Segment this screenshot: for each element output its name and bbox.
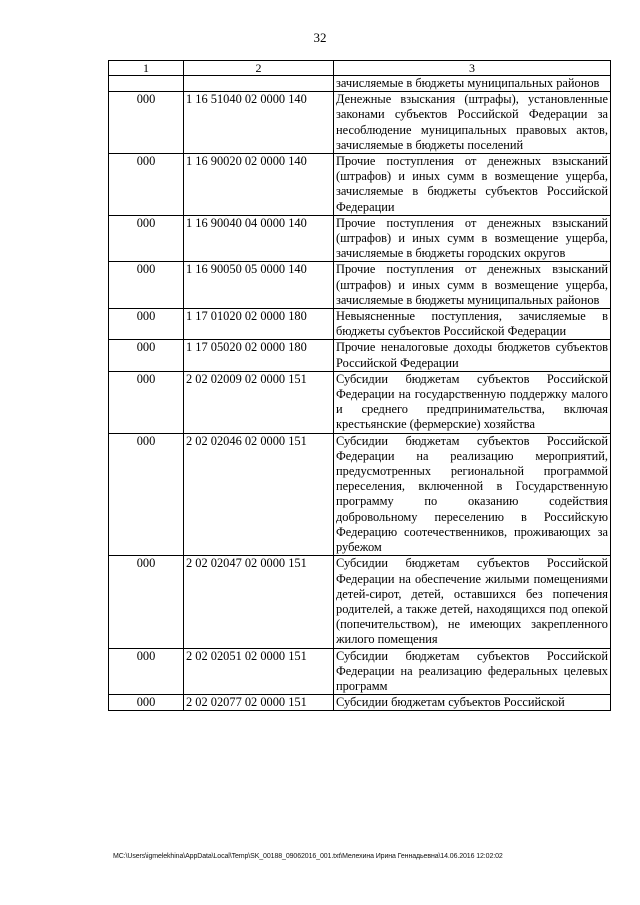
revenue-code-cell: 1 16 90020 02 0000 140 (184, 154, 334, 216)
revenue-description-cell: Субсидии бюджетам субъектов Российской Федерации на реализацию мероприятий, предусмотренных региональной программой переселения, включенной в Государственную программу по оказанию содействия добровольному переселению в Российскую Федерацию соотечественников, проживающих за рубежом (334, 433, 611, 556)
admin-code-cell: 000 (109, 309, 184, 340)
revenue-description-cell: зачисляемые в бюджеты муниципальных районов (334, 76, 611, 92)
revenue-code-cell: 1 16 90050 05 0000 140 (184, 262, 334, 309)
admin-code-cell: 000 (109, 556, 184, 648)
admin-code-cell: 000 (109, 371, 184, 433)
page-number: 32 (313, 30, 327, 45)
revenue-code-cell (184, 76, 334, 92)
table-header-row (109, 61, 611, 76)
table-row (109, 92, 611, 154)
revenue-code-cell: 1 17 01020 02 0000 180 (184, 309, 334, 340)
column-header-2: 2 (184, 61, 334, 76)
revenue-description-cell: Прочие поступления от денежных взысканий (штрафов) и иных сумм в возмещение ущерба, зачисляемые в бюджеты муниципальных районов (334, 262, 611, 309)
admin-code-cell: 000 (109, 92, 184, 154)
table-row (109, 371, 611, 433)
revenue-code-cell: 1 17 05020 02 0000 180 (184, 340, 334, 371)
table-row (109, 309, 611, 340)
admin-code-cell (109, 76, 184, 92)
revenue-description-cell: Невыясненные поступления, зачисляемые в бюджеты субъектов Российской Федерации (334, 309, 611, 340)
table-row (109, 215, 611, 262)
revenue-code-cell: 2 02 02077 02 0000 151 (184, 695, 334, 711)
table-row (109, 556, 611, 648)
revenue-description-cell: Субсидии бюджетам субъектов Российской (334, 695, 611, 711)
revenue-code-cell: 2 02 02009 02 0000 151 (184, 371, 334, 433)
revenue-description-cell: Прочие поступления от денежных взысканий (штрафов) и иных сумм в возмещение ущерба, зачисляемые в бюджеты городских округов (334, 215, 611, 262)
admin-code-cell: 000 (109, 215, 184, 262)
revenue-code-cell: 2 02 02047 02 0000 151 (184, 556, 334, 648)
admin-code-cell: 000 (109, 154, 184, 216)
table-row (109, 154, 611, 216)
table-row (109, 340, 611, 371)
budget-classification-table (108, 60, 611, 711)
column-header-3: 3 (334, 61, 611, 76)
admin-code-cell: 000 (109, 695, 184, 711)
admin-code-cell: 000 (109, 340, 184, 371)
revenue-code-cell: 1 16 90040 04 0000 140 (184, 215, 334, 262)
revenue-description-cell: Субсидии бюджетам субъектов Российской Федерации на реализацию федеральных целевых программ (334, 648, 611, 695)
table-row (109, 648, 611, 695)
revenue-description-cell: Субсидии бюджетам субъектов Российской Федерации на государственную поддержку малого и среднего предпринимательства, включая крестьянские (фермерские) хозяйства (334, 371, 611, 433)
table-row (109, 76, 611, 92)
revenue-code-cell: 1 16 51040 02 0000 140 (184, 92, 334, 154)
table-row (109, 695, 611, 711)
table-row (109, 262, 611, 309)
revenue-description-cell: Прочие неналоговые доходы бюджетов субъектов Российской Федерации (334, 340, 611, 371)
admin-code-cell: 000 (109, 262, 184, 309)
revenue-code-cell: 2 02 02046 02 0000 151 (184, 433, 334, 556)
column-header-1: 1 (109, 61, 184, 76)
revenue-description-cell: Денежные взыскания (штрафы), установленные законами субъектов Российской Федерации за несоблюдение муниципальных правовых актов, зачисляемые в бюджеты поселений (334, 92, 611, 154)
file-path-footer: MC:\Users\igmelekhina\AppData\Local\Temp\SK_00188_09062016_001.txt\Мелехина Ирина Геннадьевна\14.06.2016 12:02:02 (113, 853, 503, 860)
admin-code-cell: 000 (109, 433, 184, 556)
admin-code-cell: 000 (109, 648, 184, 695)
revenue-code-cell: 2 02 02051 02 0000 151 (184, 648, 334, 695)
revenue-description-cell: Субсидии бюджетам субъектов Российской Федерации на обеспечение жилыми помещениями детей-сирот, детей, оставшихся без попечения родителей, а также детей, находящихся под опекой (попечительством), не имеющих закрепленного жилого помещения (334, 556, 611, 648)
revenue-description-cell: Прочие поступления от денежных взысканий (штрафов) и иных сумм в возмещение ущерба, зачисляемые в бюджеты субъектов Российской Федерации (334, 154, 611, 216)
table-row (109, 433, 611, 556)
